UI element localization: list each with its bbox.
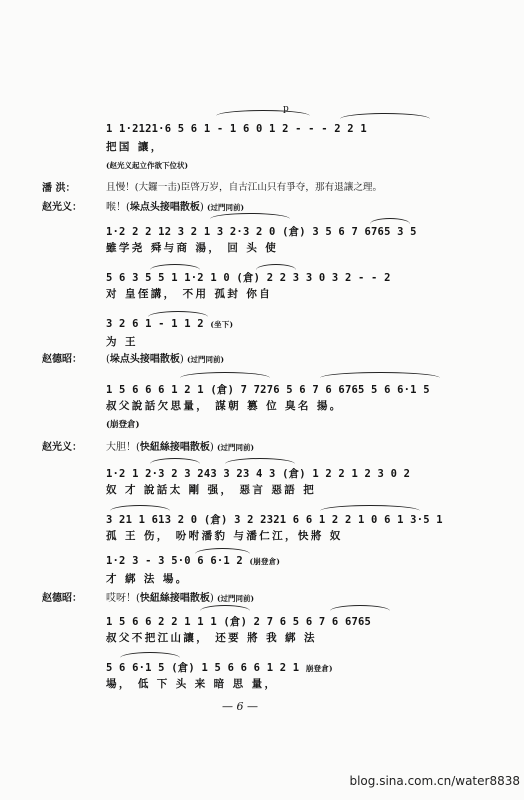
watermark: blog.sina.com.cn/water8838 [349, 774, 520, 788]
notation-line: 1 5 6 6 6 1 2 1 (倉) 7 7276 5 6 7 6 6765 5 6 6·1 5 [106, 384, 430, 396]
slur [120, 652, 180, 658]
notation-line: 3 2 6 1 - 1 1 2 (坐下) [106, 318, 234, 330]
stage-direction: (赵光义起立作欲下位状) [106, 161, 189, 170]
spoken-line: 大胆！(快紐絲接唱散板) (过門同前) [106, 442, 255, 453]
lyric-line: 孤 王 伤， 吩咐潘豹 与潘仁江，快將 奴 [106, 530, 343, 542]
slur [148, 311, 208, 317]
stage-direction: (坐下) [210, 320, 234, 329]
spoken-line: 喉！(垛点头接唱散板) (过門同前) [106, 202, 245, 213]
notation-line: 1·2 1 2·3 2 3 243 3 23 4 3 (倉) 1 2 2 1 2 3 0 2 [106, 468, 411, 480]
lyric-line: 叔父說話欠思量， 謀朝 篡 位 臭名 揚。 [106, 400, 343, 412]
notation-line: 1·2 2 2 12 3 2 1 3 2·3 2 0 (倉) 3 5 6 7 6765 3 5 [106, 226, 417, 238]
speaker-name: 潘 洪： [42, 183, 76, 194]
banban-label: 垛点头接唱散板 [129, 202, 200, 213]
spoken-line: (垛点头接唱散板) (过門同前) [106, 354, 225, 365]
slur [320, 505, 420, 511]
notation-line: 1 1·2121·6 5 6 1 - 1 6 0 1 2 - - - 2 2 1 [106, 123, 367, 135]
slur [216, 110, 310, 116]
slur [210, 213, 290, 219]
slur [340, 113, 430, 119]
slur [225, 458, 295, 464]
speaker-name: 赵光义： [42, 202, 82, 213]
speaker-name: 赵光义： [42, 442, 82, 453]
speaker-name: 赵德昭： [42, 593, 82, 604]
lyric-line: 奴 才 說話太 剛 强， 惡言 惡語 把 [106, 484, 317, 496]
gong-cue: 崩登倉) [305, 664, 333, 673]
slur [150, 458, 200, 464]
lyric-line: 为 王 [106, 336, 138, 348]
lyric-line: 对 皇侄講， 不用 孤封 你自 [106, 288, 273, 300]
hint: (过門同前) [207, 203, 245, 212]
gong-cue: (崩登倉) [249, 557, 281, 566]
page-number: — 6 — [222, 700, 258, 713]
banban-label: 快紐絲接唱散板 [139, 593, 210, 604]
notation-line: 1·2 3 - 3 5·0 6 6·1 2 (崩登倉) [106, 555, 281, 567]
notation-line: 5 6 3 5 5 1 1·2 1 0 (倉) 2 2 3 3 0 3 2 - - 2 [106, 272, 391, 284]
slur [110, 505, 170, 511]
slur [330, 605, 390, 611]
hint: (过門同前) [217, 594, 255, 603]
banban-label: 垛点头接唱散板 [109, 354, 180, 365]
speaker-name: 赵德昭： [42, 354, 82, 365]
lyric-line: 場， 低 下 头 来 暗 思 量， [106, 678, 278, 690]
notation-line: 1 5 6 6 2 2 1 1 1 (倉) 2 7 6 5 6 7 6 6765 [106, 616, 372, 628]
hint: (过門同前) [187, 355, 225, 364]
slur [180, 372, 270, 378]
notation-line: 3 21 1 613 2 0 (倉) 3 2 2321 6 6 1 2 2 1 0 6 1 3·5 1 [106, 514, 443, 526]
gong-cue: (崩登倉) [106, 420, 140, 430]
lyric-line: 把国 讓， [106, 141, 164, 153]
banban-label: 快紐絲接唱散板 [139, 442, 210, 453]
lyric-line: 叔父不把江山讓， 还要 將 我 綁 法 [106, 632, 317, 644]
hint: (过門同前) [217, 443, 255, 452]
ornament-p: p [283, 104, 289, 114]
slur [320, 372, 440, 378]
spoken-line: 且慢！(大鑼一击)臣啓万岁，自古江山只有爭夺，那有退讓之理。 [106, 182, 383, 193]
lyric-line: 才 綁 法 場。 [106, 573, 189, 585]
notation-line: 5 6 6·1 5 (倉) 1 5 6 6 6 1 2 1 崩登倉) [106, 662, 333, 674]
spoken-line: 哎呀！(快紐絲接唱散板) (过門同前) [106, 593, 255, 604]
slur [200, 605, 250, 611]
lyric-line: 雖学尧 舜与商 湯， 回 头 使 [106, 242, 279, 254]
slur [195, 548, 250, 554]
